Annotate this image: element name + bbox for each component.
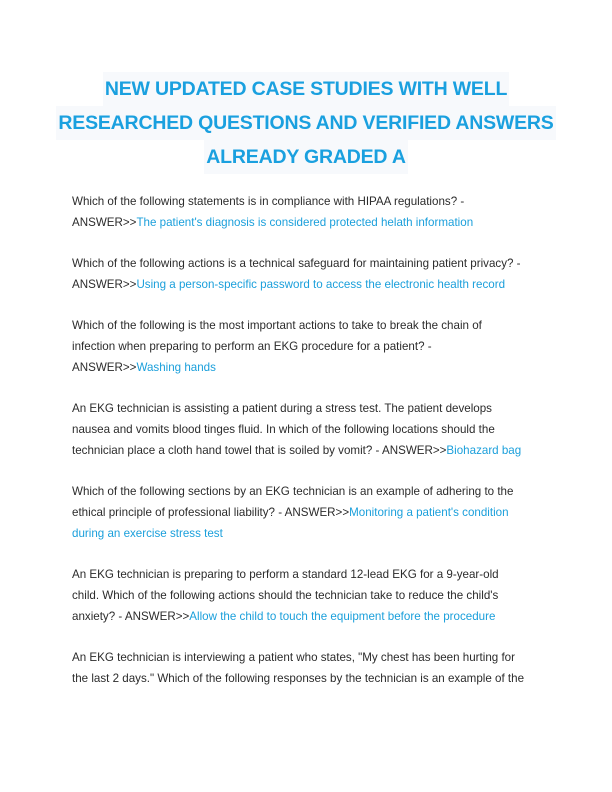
title-line-2: RESEARCHED QUESTIONS AND VERIFIED ANSWERS bbox=[56, 106, 555, 140]
answer-text-continued: during an exercise stress test bbox=[72, 526, 223, 540]
qa-item-7 bbox=[72, 648, 550, 690]
answer-text: Biohazard bag bbox=[446, 443, 522, 457]
question-answer-line bbox=[72, 358, 550, 379]
answer-text: Monitoring a patient's condition bbox=[349, 505, 509, 519]
question-line: child. Which of the following actions should the technician take to reduce the child's bbox=[72, 588, 499, 602]
answer-prefix: anxiety? - ANSWER>> bbox=[72, 609, 190, 623]
title-line-1: NEW UPDATED CASE STUDIES WITH WELL bbox=[103, 72, 509, 106]
question-line: the last 2 days." Which of the following responses by the technician is an example of the bbox=[72, 671, 525, 685]
qa-item-5 bbox=[72, 482, 550, 544]
answer-text: Using a person-specific password to access the electronic health record bbox=[136, 277, 506, 291]
question-answer-line bbox=[72, 213, 550, 234]
question-answer-line bbox=[72, 607, 550, 628]
qa-item-4 bbox=[72, 399, 550, 461]
question-answer-line bbox=[72, 441, 550, 462]
question-line: An EKG technician is preparing to perform a standard 12-lead EKG for a 9-year-old bbox=[72, 568, 499, 581]
answer-prefix: ANSWER>> bbox=[72, 277, 137, 291]
answer-prefix: technician place a cloth hand towel that is soiled by vomit? - ANSWER>> bbox=[72, 443, 447, 457]
question-line: nausea and vomits blood tinges fluid. In which of the following locations should the bbox=[72, 422, 495, 436]
answer-prefix: ANSWER>> bbox=[72, 215, 137, 229]
question-line: An EKG technician is assisting a patient during a stress test. The patient develops bbox=[72, 402, 492, 415]
question-line: Which of the following sections by an EKG technician is an example of adhering to the bbox=[72, 485, 514, 498]
answer-text: Allow the child to touch the equipment before the procedure bbox=[189, 609, 496, 623]
question-line: Which of the following actions is a technical safeguard for maintaining patient privacy? - bbox=[72, 257, 521, 270]
answer-prefix: ANSWER>> bbox=[72, 360, 137, 374]
answer-text: Washing hands bbox=[136, 360, 216, 374]
title-line-3: ALREADY GRADED A bbox=[204, 140, 407, 174]
qa-item-1 bbox=[72, 192, 550, 234]
question-line: Which of the following statements is in compliance with HIPAA regulations? - bbox=[72, 195, 465, 208]
question-answer-line bbox=[72, 503, 550, 524]
question-answer-line bbox=[72, 275, 550, 296]
question-line: An EKG technician is interviewing a patient who states, "My chest has been hurting for bbox=[72, 651, 515, 664]
question-line: Which of the following is the most important actions to take to break the chain of bbox=[72, 319, 482, 332]
page-title bbox=[40, 72, 572, 174]
qa-item-6 bbox=[72, 565, 550, 627]
qa-item-3 bbox=[72, 316, 550, 378]
answer-text: The patient's diagnosis is considered protected helath information bbox=[136, 215, 474, 229]
qa-item-2 bbox=[72, 254, 550, 296]
question-line: infection when preparing to perform an EKG procedure for a patient? - bbox=[72, 339, 432, 353]
answer-prefix: ethical principle of professional liability? - ANSWER>> bbox=[72, 505, 350, 519]
